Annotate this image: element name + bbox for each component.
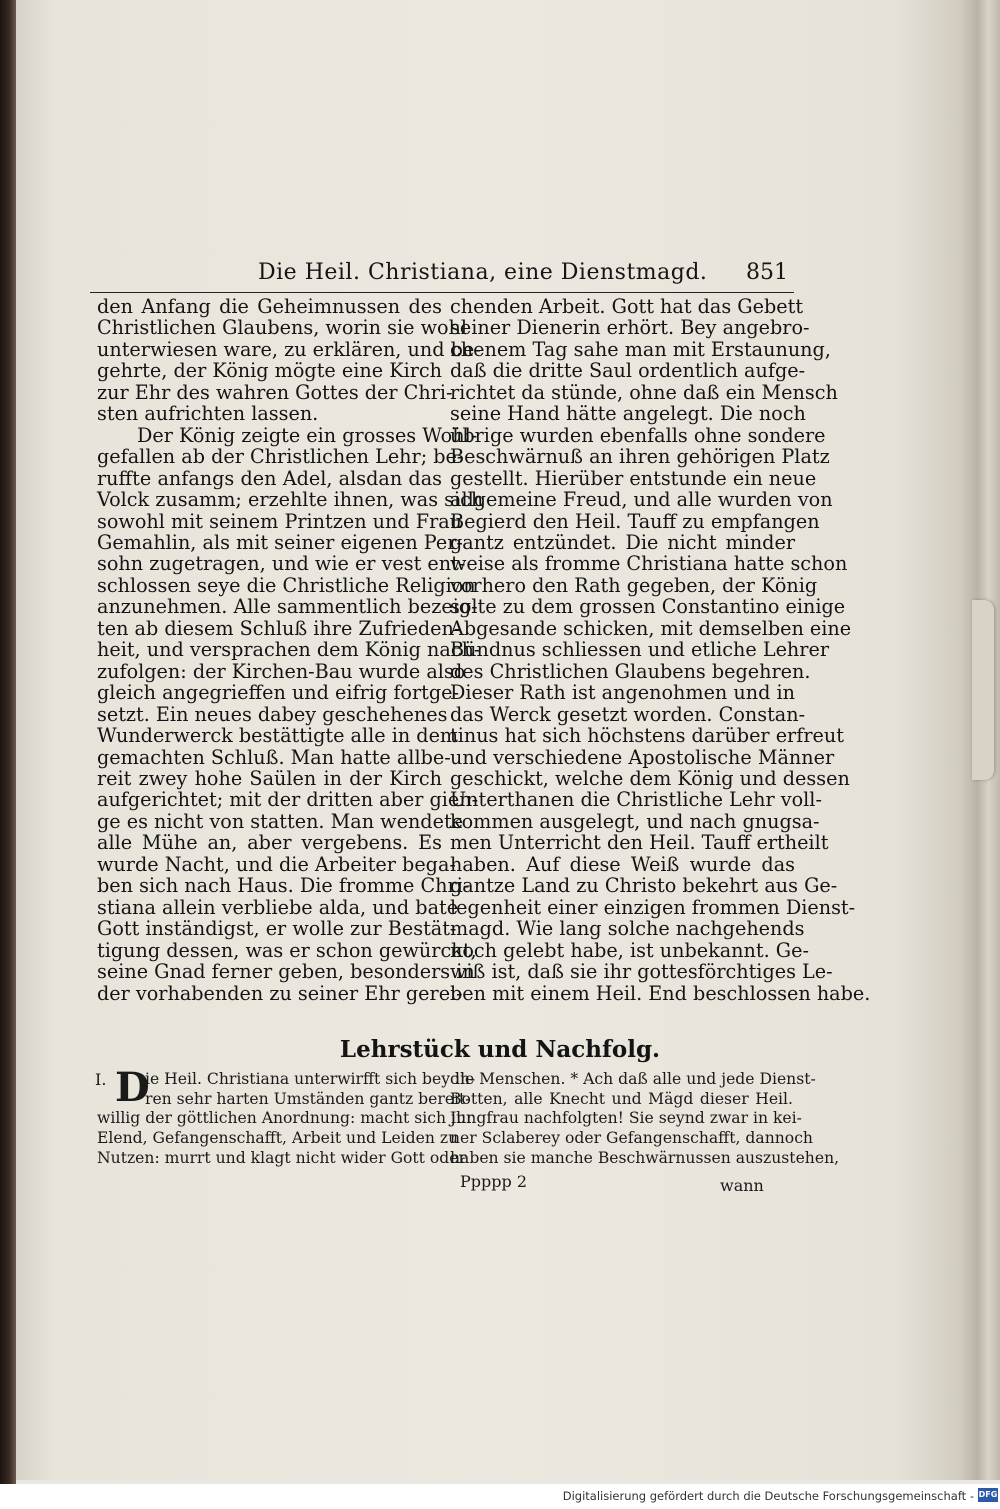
text-line: die Menschen. * Ach daß alle und jede Dienst- bbox=[450, 1070, 816, 1088]
text-line: übrige wurden ebenfalls ohne sondere bbox=[450, 423, 826, 447]
text-line: Gott inständigst, er wolle zur Bestät- bbox=[97, 917, 457, 941]
text-column-left bbox=[97, 295, 484, 1005]
book-binding bbox=[0, 0, 16, 1509]
text-line: geschickt, welche dem König und dessen bbox=[450, 766, 850, 790]
text-line: haben sie manche Beschwärnussen auszustehen, bbox=[450, 1148, 840, 1167]
signature-mark: Ppppp 2 bbox=[460, 1172, 527, 1191]
text-line: ruffte anfangs den Adel, alsdan das bbox=[97, 466, 442, 490]
catchword: wann bbox=[720, 1176, 764, 1195]
text-line: zufolgen: der Kirchen-Bau wurde also bbox=[97, 659, 466, 683]
text-line: ben sich nach Haus. Die fromme Chri- bbox=[97, 874, 470, 898]
text-line: tinus hat sich höchstens darüber erfreut bbox=[450, 724, 844, 748]
text-line: das Werck gesetzt worden. Constan- bbox=[450, 702, 806, 726]
text-line: chenem Tag sahe man mit Erstaunung, bbox=[450, 337, 831, 361]
footer-credit: Digitalisierung gefördert durch die Deutsche Forschungsgemeinschaft - bbox=[562, 1489, 974, 1503]
text-line: gefallen ab der Christlichen Lehr; be- bbox=[97, 445, 464, 469]
text-line: zur Ehr des wahren Gottes der Chri- bbox=[97, 380, 453, 404]
text-line: legenheit einer einzigen frommen Dienst- bbox=[450, 895, 856, 919]
page-number: 851 bbox=[746, 260, 788, 285]
text-line: ten ab diesem Schluß ihre Zufrieden- bbox=[97, 616, 461, 640]
text-line: Der König zeigte ein grosses Wohl- bbox=[137, 423, 478, 447]
text-line: setzt. Ein neues dabey geschehenes bbox=[97, 702, 448, 726]
dfg-logo: DFG bbox=[978, 1488, 998, 1502]
text-line: gantz entzündet. Die nicht minder bbox=[450, 530, 795, 554]
text-line: ner Sclaberey oder Gefangenschafft, dannoch bbox=[450, 1129, 813, 1148]
text-line: men Unterricht den Heil. Tauff ertheilt bbox=[450, 831, 829, 855]
text-line: solte zu dem grossen Constantino einige bbox=[450, 595, 846, 619]
note-line: Elend, Gefangenschafft, Arbeit und Leiden zu bbox=[97, 1129, 459, 1148]
note-line: willig der göttlichen Anordnung: macht sich ihr bbox=[97, 1109, 474, 1128]
text-line: des Christlichen Glaubens begehren. bbox=[450, 659, 811, 683]
text-line: Dieser Rath ist angenohmen und in bbox=[450, 681, 795, 705]
text-line: Beschwärnuß an ihren gehörigen Platz bbox=[450, 445, 830, 469]
text-line: daß die dritte Saul ordentlich aufge- bbox=[450, 359, 806, 383]
text-line: Jungfrau nachfolgten! Sie seynd zwar in kei- bbox=[450, 1109, 802, 1128]
note-line: ie Heil. Christiana unterwirfft sich bey ih- bbox=[145, 1070, 476, 1088]
text-line: unterwiesen ware, zu erklären, und be- bbox=[97, 337, 481, 361]
text-line: sten aufrichten lassen. bbox=[97, 402, 319, 426]
text-line: Abgesande schicken, mit demselben eine bbox=[450, 616, 852, 640]
text-line: reit zwey hohe Saülen in der Kirch bbox=[97, 766, 442, 790]
text-line: allgemeine Freud, und alle wurden von bbox=[450, 488, 833, 512]
text-line: aufgerichtet; mit der dritten aber gien- bbox=[97, 788, 479, 812]
text-line: noch gelebt habe, ist unbekannt. Ge- bbox=[450, 938, 809, 962]
footer-bar bbox=[0, 1484, 1000, 1509]
text-line: gemachten Schluß. Man hatte allbe- bbox=[97, 745, 451, 769]
text-line: seiner Dienerin erhört. Bey angebro- bbox=[450, 316, 810, 340]
roman-numeral: I. bbox=[95, 1070, 107, 1089]
note-line: Nutzen: murrt und klagt nicht wider Gott oder bbox=[97, 1148, 466, 1167]
text-line: Christlichen Glaubens, worin sie wohl bbox=[97, 316, 468, 340]
text-line: sowohl mit seinem Printzen und Frau bbox=[97, 509, 463, 533]
text-line: haben. Auf diese Weiß wurde das bbox=[450, 852, 795, 876]
section-heading: Lehrstück und Nachfolg. bbox=[339, 1036, 661, 1063]
text-line: heit, und versprachen dem König nach- bbox=[97, 638, 481, 662]
text-line: seine Gnad ferner geben, besonders in bbox=[97, 960, 475, 984]
text-line: gehrte, der König mögte eine Kirch bbox=[97, 359, 442, 383]
text-line: gleich angegrieffen und eifrig fortge- bbox=[97, 681, 459, 705]
note-line: ren sehr harten Umständen gantz bereit- bbox=[145, 1089, 471, 1108]
text-line: kommen ausgelegt, und nach gnugsa- bbox=[450, 809, 820, 833]
note-column-left bbox=[95, 1064, 476, 1169]
text-line: gantze Land zu Christo bekehrt aus Ge- bbox=[450, 874, 838, 898]
text-line: Gemahlin, als mit seiner eigenen Per- bbox=[97, 530, 463, 554]
text-line: Unterthanen die Christliche Lehr voll- bbox=[450, 788, 822, 812]
page-header bbox=[90, 258, 794, 293]
text-line: anzunehmen. Alle sammentlich bezeig- bbox=[97, 595, 478, 619]
text-line: den Anfang die Geheimnussen des bbox=[97, 295, 442, 318]
text-line: sohn zugetragen, und wie er vest ent- bbox=[97, 552, 466, 576]
text-line: chenden Arbeit. Gott hat das Gebett bbox=[450, 295, 804, 318]
text-line: tigung dessen, was er schon gewürckt, bbox=[97, 938, 477, 962]
text-line: ge es nicht von statten. Man wendete bbox=[97, 809, 464, 833]
text-line: Wunderwerck bestättigte alle in dem bbox=[97, 724, 459, 748]
text-line: weise als fromme Christiana hatte schon bbox=[450, 552, 848, 576]
text-line: alle Mühe an, aber vergebens. Es bbox=[97, 831, 442, 855]
text-line: der vorhabenden zu seiner Ehr gerei- bbox=[97, 981, 463, 1005]
text-line: Begierd den Heil. Tauff zu empfangen bbox=[450, 509, 820, 533]
text-line: seine Hand hätte angelegt. Die noch bbox=[450, 402, 806, 426]
drop-initial: D bbox=[115, 1064, 150, 1111]
page-tab bbox=[972, 600, 994, 780]
text-line: magd. Wie lang solche nachgehends bbox=[450, 917, 805, 941]
text-line: und verschiedene Apostolische Männer bbox=[450, 745, 835, 769]
text-line: vorhero den Rath gegeben, der König bbox=[450, 573, 818, 597]
text-line: Bündnus schliessen und etliche Lehrer bbox=[450, 638, 829, 662]
text-line: Botten, alle Knecht und Mägd dieser Heil. bbox=[450, 1089, 793, 1108]
text-line: wiß ist, daß sie ihr gottesförchtiges Le- bbox=[450, 960, 833, 984]
text-line: Volck zusamm; erzehlte ihnen, was sich bbox=[97, 488, 484, 512]
text-column-right bbox=[450, 295, 871, 1005]
text-line: stiana allein verbliebe alda, und bate bbox=[97, 895, 459, 919]
running-title: Die Heil. Christiana, eine Dienstmagd. bbox=[258, 260, 708, 285]
text-line: gestellt. Hierüber entstunde ein neue bbox=[450, 466, 817, 490]
text-line: richtet da stünde, ohne daß ein Mensch bbox=[450, 380, 838, 404]
text-line: ben mit einem Heil. End beschlossen habe. bbox=[450, 981, 871, 1005]
text-line: wurde Nacht, und die Arbeiter bega- bbox=[97, 852, 456, 876]
text-line: schlossen seye die Christliche Religion bbox=[97, 573, 476, 597]
note-column-right bbox=[450, 1070, 840, 1169]
